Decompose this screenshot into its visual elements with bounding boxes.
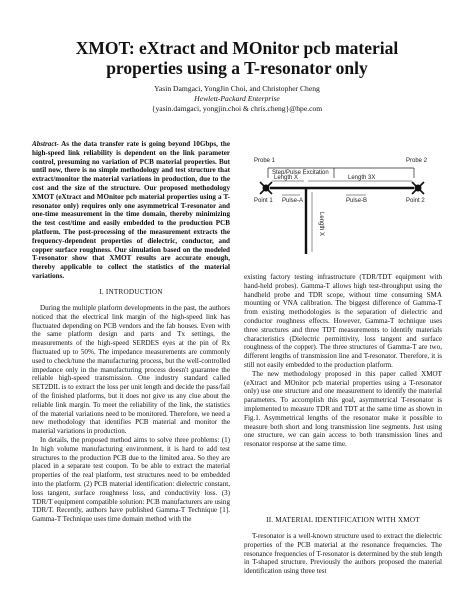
author-block bbox=[20, 84, 454, 114]
paper-title bbox=[20, 38, 454, 78]
intro-right-column bbox=[244, 273, 442, 449]
label-length-3x: Length 3X bbox=[348, 175, 376, 181]
title-line-1: XMOT: eXtract and MOnitor pcb material bbox=[75, 38, 399, 58]
intro-paragraph-4: The new methodology proposed in this paper called XMOT (eXtract and MOnitor pcb material properties using a T-resonator only) use one structure and one measurement to identify the material parameters. To accomplish this goal, asymmetrical T-resonator is implemented to measure TDR and TDT at the same time as shown in Fig.1. Asymmetrical lengths of the resonator make it possible to measure both short and long transmission line segments. Just using one structure, we can gain access to both transmission lines and resonator response at the same time. bbox=[244, 369, 442, 449]
label-point-2: Point 2 bbox=[406, 198, 425, 204]
section-heading-material-identification: II. MATERIAL IDENTIFICATION WITH XMOT bbox=[266, 516, 420, 524]
abstract bbox=[32, 140, 230, 281]
intro-paragraph-3: existing factory testing infrastructure (TDR/TDT equipment with hand-held probes). Gamma-T allows high test-throughput using the handheld probe and TDR scope, without time consuming SMA mounting or VNA calibration. The biggest difference of Gamma-T from existing methodologies is the separation of dielectric and conductor roughness effects. However, Gamma-T technique uses three structures and three TDT measurements to identify materials characteristics (Dielectric permittivity, loss tangent and surface roughness of the copper). The three structures of Gamma-T are two, different lengths of transmission line and T-resonator. Therefore, it is still not easily embedded to the production platform. bbox=[244, 273, 442, 369]
intro-paragraph-1: During the multiple platform developments in the past, the authors noticed that the electrical link margin of the high-speed link has fluctuated depending on PCB vendors and the fab houses. Even with the same platform design and parts and Tx settings, the measurements of the high-speed SERDES eyes at the pin of Rx fluctuated up to 50%. The impedance measurements are commonly used to check/tune the manufacturing process, but the well-controlled impedance only in the manufacturing process doesn't guarantee the reliable high-speed transmission. One industry standard called SET2DIL is to extract the loss per unit length and decide the pass/fail of the finished platforms, but it does not give us any clue about the reliable link margin. To meet the reliability of the link, the statistics of the material variations need to be monitored. Therefore, we need a new methodology that identifies PCB material and monitor the material variations in production. bbox=[32, 304, 230, 436]
t-resonator-diagram bbox=[248, 148, 446, 266]
section-heading-introduction: I. INTRODUCTION bbox=[99, 288, 163, 296]
label-excitation: Step/Pulse Excitation bbox=[272, 170, 329, 176]
abstract-text: As the data transfer rate is going beyond 10Gbps, the high-speed link reliability is dependent on the link parameter control, presuming no variation of PCB material properties. But until now, there is no simple methodology and test structure that extract/monitor the material variations in production, due to the cost and the size of the structure. Our proposed methodology XMOT (eXtract and MOnitor pcb material properties using a T-resonator only) requires only one asymmetrical T-resonator and one-time measurement in the time domain, thereby minimizing the test cost/time and easily embedded to the production PCB platform. The post-processing of the measurement extracts the frequency-dependent properties of dielectric, conductor, and copper surface roughness. Our simulation based on the modeled T-resonator show that XMOT results are accurate enough, thereby applicable to collect the statistics of the material variations. bbox=[32, 140, 230, 280]
label-point-1: Point 1 bbox=[254, 198, 273, 204]
author-emails: {yasin.damgaci, yongjin.choi & chris.cheng}@hpe.com bbox=[151, 104, 323, 113]
figure-t-resonator bbox=[248, 148, 446, 266]
author-affiliation: Hewlett-Packard Enterprise bbox=[194, 94, 280, 103]
label-probe-1: Probe 1 bbox=[254, 158, 276, 164]
label-pulse-a: Pulse-A bbox=[282, 198, 304, 204]
title-line-2: properties using a T-resonator only bbox=[106, 58, 368, 78]
author-names: Yasin Damgaci, YongJin Choi, and Christopher Cheng bbox=[154, 84, 320, 93]
intro-left-column bbox=[32, 304, 230, 524]
section2-text bbox=[244, 532, 442, 576]
label-probe-2: Probe 2 bbox=[406, 158, 428, 164]
label-pulse-b: Pulse-B bbox=[346, 198, 368, 204]
intro-paragraph-2: In details, the proposed method aims to solve three problems: (1) In high volume manufacturing environment, it is hard to add test structures to the production PCB due to the limited area. So they are placed in a separate test coupon. To be able to extract the material properties of the real platform, test structures need to be embedded into the platform. (2) PCB material identification: dielectric constant, loss tangent, surface roughness loss, and conductivity loss. (3) TDR/T equipment compatible solution: PCB manufacturers are using TDR/T. Recently, authors have published Gamma-T Technique [1]. Gamma-T Technique uses time domain method with the bbox=[32, 435, 230, 524]
label-length-x-stub: Length X bbox=[318, 212, 324, 237]
abstract-label: Abstract- bbox=[32, 140, 59, 148]
label-length-x-left: Length X bbox=[274, 175, 299, 181]
section2-paragraph-1: T-resonator is a well-known structure used to extract the dielectric properties of the PCB material at the resonance frequencies. The resonance frequencies of T-resonator is determined by the stub length in T-shaped structure. Previously the authors proposed the material identification using three test bbox=[244, 532, 442, 576]
